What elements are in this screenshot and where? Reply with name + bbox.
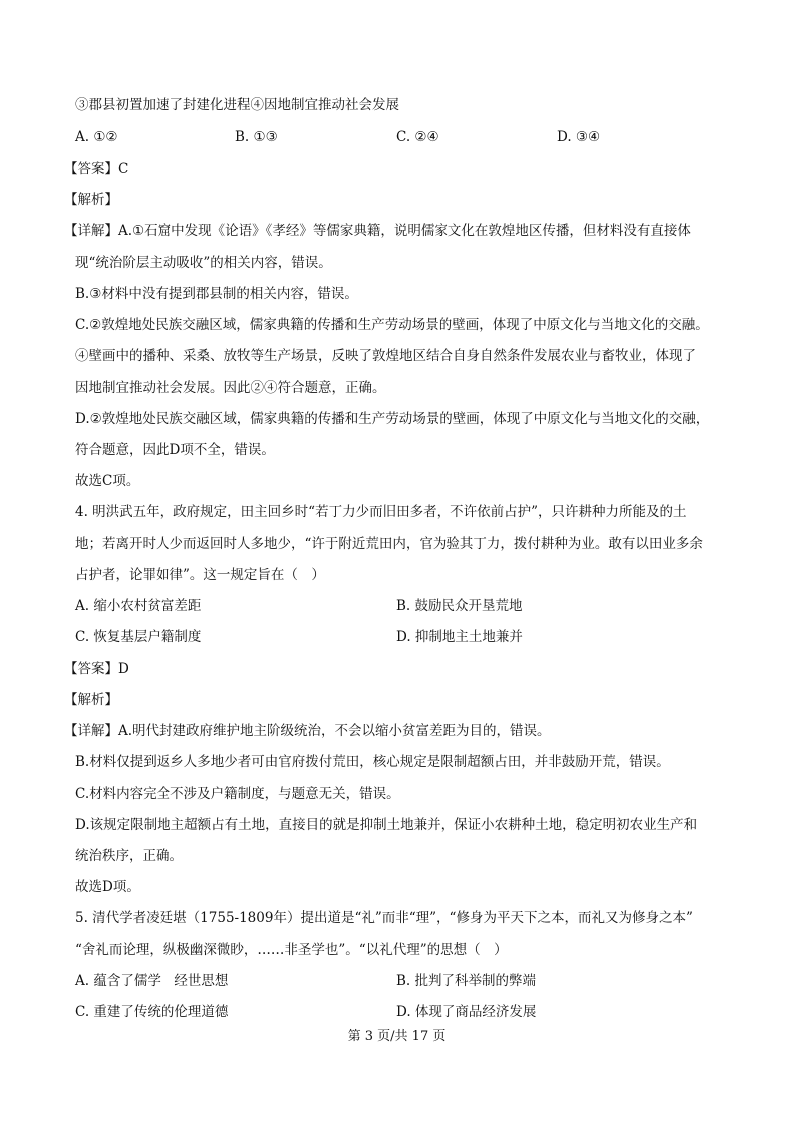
detail-line: 统治秩序，正确。 <box>75 848 183 864</box>
question-stem: 地；若离开时人少而返回时人多地少，“许于附近荒田内，官为验其丁力，拨付耕种为业。敢有以田业多余 <box>75 536 703 552</box>
detail-line: B.材料仅提到返乡人多地少者可由官府拨付荒田，核心规定是限制超额占田，并非鼓励开荒，错误。 <box>75 754 670 770</box>
question-continuation: ③郡县初置加速了封建化进程④因地制宜推动社会发展 <box>75 97 399 113</box>
option-a: A. 缩小农村贫富差距 <box>75 598 202 614</box>
detail-line: 符合题意，因此D项不全，错误。 <box>75 442 275 458</box>
option-a: A. ①② <box>75 129 118 145</box>
conclusion-line: 故选C项。 <box>75 473 140 489</box>
option-d: D. 体现了商品经济发展 <box>396 1004 537 1020</box>
detail-line: B.③材料中没有提到郡县制的相关内容，错误。 <box>75 286 358 302</box>
page-number: 第 3 页/共 17 页 <box>347 1029 446 1044</box>
question-stem: “舍礼而论理，纵极幽深微眇，……非圣学也”。“以礼代理”的思想（ ） <box>75 942 508 958</box>
option-b: B. ①③ <box>235 129 278 145</box>
option-a: A. 蕴含了儒学 经世思想 <box>75 973 229 989</box>
analysis-label: 【解析】 <box>64 192 118 208</box>
question-stem: 5. 清代学者凌廷堪（1755-1809年）提出道是“礼”而非“理”，“修身为平天下之本，而礼又为修身之本” <box>75 910 693 926</box>
answer-label: 【答案】C <box>64 161 129 177</box>
detail-line: ④壁画中的播种、采桑、放牧等生产场景，反映了敦煌地区结合自身自然条件发展农业与畜牧业，体现了 <box>75 348 696 364</box>
detail-line: D.该规定限制地主超额占有土地，直接目的就是抑制土地兼并，保证小农耕种土地，稳定明初农业生产和 <box>75 817 698 833</box>
option-b: B. 鼓励民众开垦荒地 <box>396 598 523 614</box>
detail-line: 现“统治阶层主动吸收”的相关内容，错误。 <box>75 255 332 271</box>
question-stem: 4. 明洪武五年，政府规定，田主回乡时“若丁力少而旧田多者，不许依前占护”，只许耕种力所能及的土 <box>75 504 687 520</box>
detail-line: C.材料内容完全不涉及户籍制度，与题意无关，错误。 <box>75 786 400 802</box>
analysis-label: 【解析】 <box>64 692 118 708</box>
option-c: C. 恢复基层户籍制度 <box>75 629 202 645</box>
answer-label: 【答案】D <box>64 661 129 677</box>
detail-line: 因地制宜推动社会发展。因此②④符合题意，正确。 <box>75 380 386 396</box>
option-c: C. ②④ <box>396 129 439 145</box>
option-d: D. ③④ <box>557 129 601 145</box>
detail-line: 【详解】A.①石窟中发现《论语》《孝经》等儒家典籍，说明儒家文化在敦煌地区传播，但材料没有直接体 <box>64 223 691 239</box>
question-stem: 占护者，论罪如律”。这一规定旨在（ ） <box>75 567 325 583</box>
option-b: B. 批判了科举制的弊端 <box>396 973 537 989</box>
detail-line: D.②敦煌地处民族交融区域，儒家典籍的传播和生产劳动场景的壁画，体现了中原文化与当地文化的交融， <box>75 411 710 427</box>
detail-line: 【详解】A.明代封建政府维护地主阶级统治，不会以缩小贫富差距为目的，错误。 <box>64 723 551 739</box>
option-c: C. 重建了传统的伦理道德 <box>75 1004 229 1020</box>
detail-line: C.②敦煌地处民族交融区域，儒家典籍的传播和生产劳动场景的壁画，体现了中原文化与当地文化的交融。 <box>75 317 709 333</box>
option-d: D. 抑制地主土地兼并 <box>396 629 523 645</box>
conclusion-line: 故选D项。 <box>75 879 140 895</box>
